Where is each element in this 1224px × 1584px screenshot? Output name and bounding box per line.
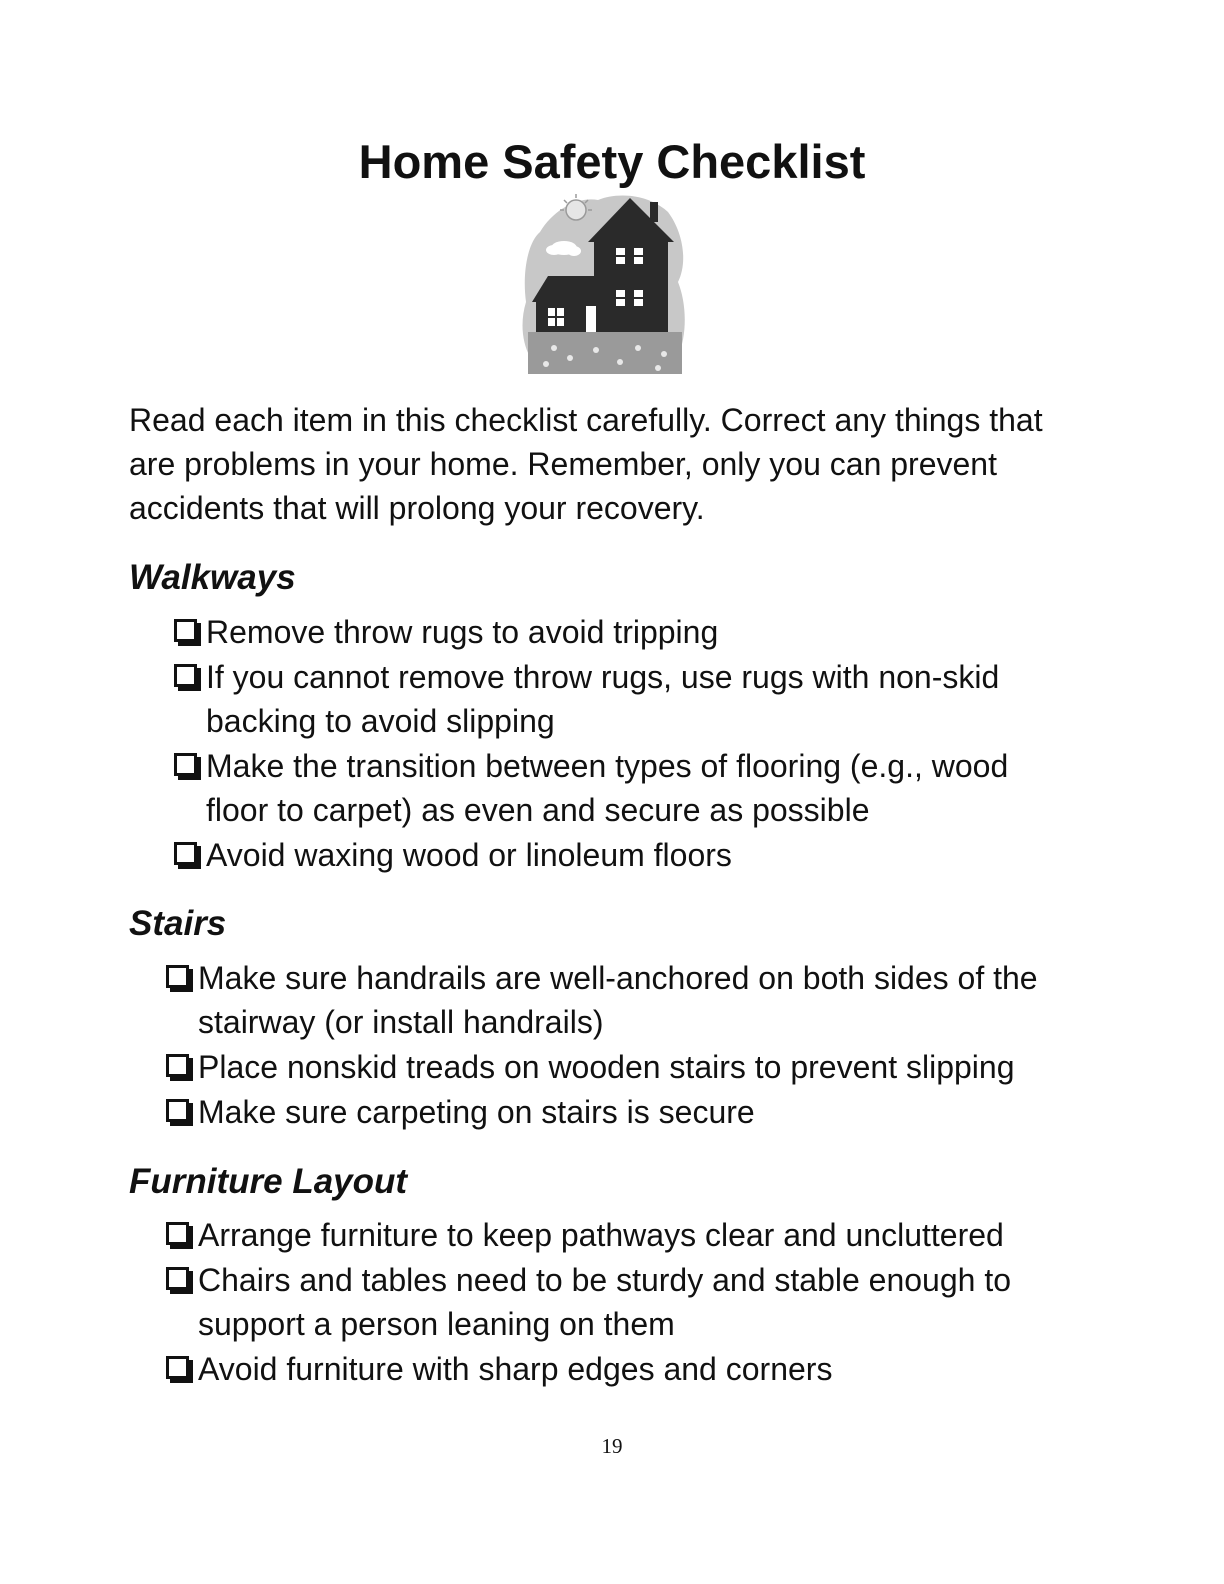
checkbox-icon[interactable] xyxy=(174,842,197,865)
checklist-item[interactable]: Make the transition between types of flooring (e.g., wood floor to carpet) as even and secure as possible xyxy=(172,744,1072,832)
checklist-item[interactable]: Make sure carpeting on stairs is secure xyxy=(164,1090,1074,1134)
checklist-item[interactable]: If you cannot remove throw rugs, use rugs with non-skid backing to avoid slipping xyxy=(172,655,1072,743)
page-title: Home Safety Checklist xyxy=(358,135,866,188)
checkbox-icon[interactable] xyxy=(174,753,197,776)
checklist-item[interactable]: Remove throw rugs to avoid tripping xyxy=(172,610,1072,654)
checkbox-icon[interactable] xyxy=(166,1099,189,1122)
checklist-item[interactable]: Arrange furniture to keep pathways clear and uncluttered xyxy=(164,1213,1064,1257)
page-number: 19 xyxy=(601,1434,623,1458)
section-heading-furniture-layout: Furniture Layout xyxy=(129,1162,408,1201)
section-heading-walkways: Walkways xyxy=(129,558,296,597)
walkways-checklist xyxy=(172,610,1072,878)
checkbox-icon[interactable] xyxy=(174,619,197,642)
checkbox-icon[interactable] xyxy=(166,1222,189,1245)
checklist-item[interactable]: Place nonskid treads on wooden stairs to prevent slipping xyxy=(164,1045,1074,1089)
checkbox-icon[interactable] xyxy=(166,965,189,988)
checklist-item[interactable]: Avoid waxing wood or linoleum floors xyxy=(172,833,1072,877)
checklist-item[interactable]: Avoid furniture with sharp edges and corners xyxy=(164,1347,1064,1391)
house-icon xyxy=(518,192,686,376)
stairs-checklist xyxy=(164,956,1074,1135)
checkbox-icon[interactable] xyxy=(174,664,197,687)
intro-paragraph: Read each item in this checklist carefully. Correct any things that are problems in your home. Remember, only you can prevent accidents that will prolong your recovery. xyxy=(129,402,1043,526)
checklist-item[interactable]: Chairs and tables need to be sturdy and stable enough to support a person leaning on them xyxy=(164,1258,1064,1346)
section-heading-stairs: Stairs xyxy=(129,904,227,943)
checkbox-icon[interactable] xyxy=(166,1356,189,1379)
furniture-checklist xyxy=(164,1213,1064,1392)
checkbox-icon[interactable] xyxy=(166,1054,189,1077)
checklist-item[interactable]: Make sure handrails are well-anchored on both sides of the stairway (or install handrails) xyxy=(164,956,1074,1044)
checkbox-icon[interactable] xyxy=(166,1267,189,1290)
